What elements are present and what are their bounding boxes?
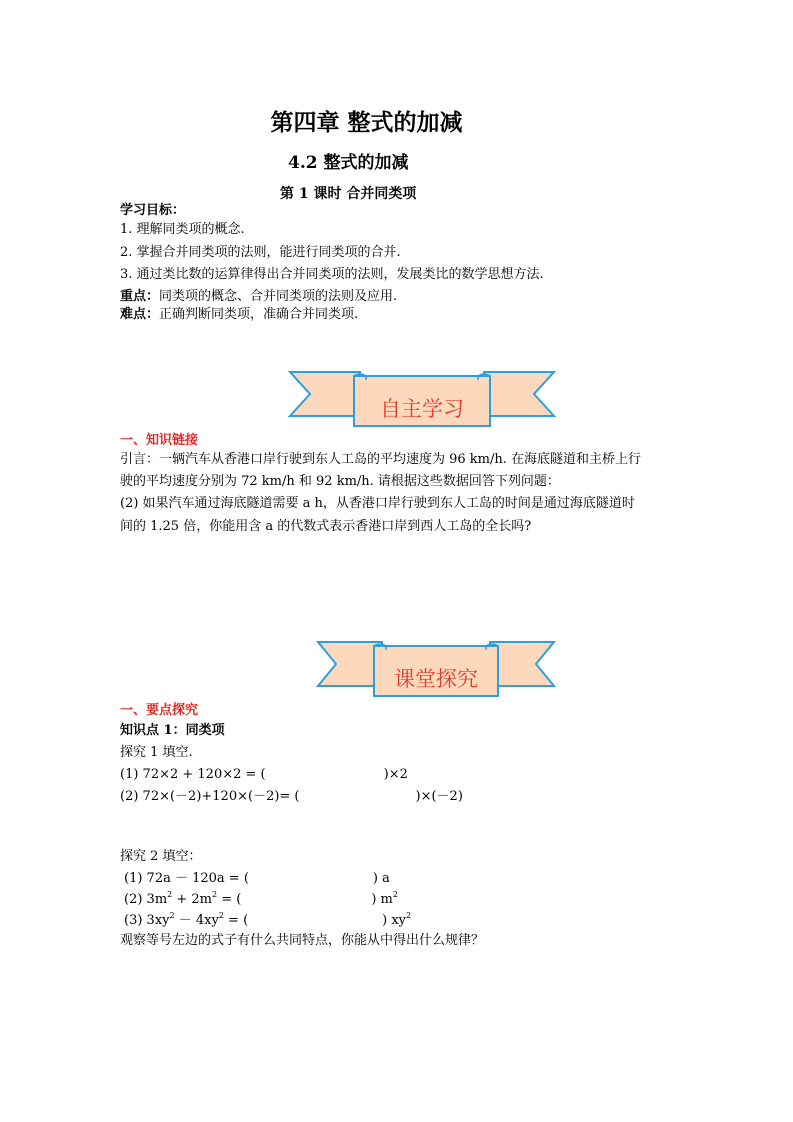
explore2-q2-part: = (: [217, 892, 242, 907]
part2-heading: 一、要点探究: [120, 703, 199, 718]
explore1-title: 探究 1 填空.: [120, 745, 193, 760]
exponent: 2: [406, 911, 412, 920]
explore2-q3-part: (3) 3xy: [124, 913, 170, 928]
explore2-q2-part: (2) 3m: [124, 892, 168, 907]
part1-line: (2) 如果汽车通过海底隧道需要 a h，从香港口岸行驶到东人工岛的时间是通过海底隧道时: [120, 496, 635, 511]
knowledge-point-title: 知识点 1：同类项: [120, 723, 225, 738]
objectives-heading: 学习目标：: [120, 203, 186, 218]
difficulty-text: 正确判断同类项，准确合并同类项.: [159, 307, 359, 322]
part1-line: 引言：一辆汽车从香港口岸行驶到东人工岛的平均速度为 96 km/h. 在海底隧道和主桥上行: [120, 452, 642, 467]
chapter-title: 第四章 整式的加减: [270, 109, 463, 136]
explore2-q3-part: － 4xy: [174, 913, 219, 928]
difficulty-label: 难点：: [120, 307, 160, 322]
explore2-q1-right: ) a: [372, 871, 390, 886]
explore2-q1-left: (1) 72a － 120a = (: [124, 871, 249, 886]
explore1-q1: [120, 766, 408, 784]
self-study-banner-label: 自主学习: [380, 397, 464, 421]
observation-question: 观察等号左边的式子有什么共同特点，你能从中得出什么规律？: [120, 933, 485, 948]
key-label: 重点：: [120, 289, 160, 304]
key-point: [120, 288, 397, 306]
explore2-q1: [124, 870, 390, 888]
explore2-q3-right: ) xy: [382, 913, 407, 928]
key-text: 同类项的概念、合并同类项的法则及应用.: [159, 289, 398, 304]
explore1-q1-left: (1) 72×2 + 120×2 = (: [120, 767, 266, 782]
explore2-q2-part: + 2m: [172, 892, 213, 907]
explore1-q2: [120, 788, 463, 806]
explore2-q2-right: ) m: [371, 892, 393, 907]
explore2-q3-part: = (: [223, 913, 249, 928]
exponent: 2: [167, 890, 173, 899]
objective-item: 3. 通过类比数的运算律得出合并同类项的法则，发展类比的数学思想方法.: [120, 267, 544, 282]
objective-item: 1. 理解同类项的概念.: [120, 222, 245, 237]
explore2-q2: [124, 891, 398, 909]
classroom-inquiry-banner-label: 课堂探究: [394, 667, 478, 691]
explore2-title: 探究 2 填空：: [120, 849, 202, 864]
part1-line: 驶的平均速度分别为 72 km/h 和 92 km/h. 请根据这些数据回答下列问题：: [120, 474, 560, 489]
part1-line: 间的 1.25 倍，你能用含 a 的代数式表示香港口岸到西人工岛的全长吗?: [120, 519, 532, 534]
part1-heading: 一、知识链接: [120, 433, 199, 448]
exponent: 2: [218, 911, 224, 920]
explore1-q2-left: (2) 72×(－2)+120×(－2)= (: [120, 789, 300, 804]
explore1-q2-right: )×(－2): [415, 789, 463, 804]
difficulty-point: [120, 306, 358, 324]
exponent: 2: [392, 890, 398, 899]
lesson-title: 第 1 课时 合并同类项: [280, 186, 417, 202]
exponent: 2: [169, 911, 175, 920]
section-title: 4.2 整式的加减: [288, 153, 409, 173]
objective-item: 2. 掌握合并同类项的法则，能进行同类项的合并.: [120, 245, 401, 260]
explore1-q1-right: )×2: [383, 767, 408, 782]
explore2-q3: [124, 912, 411, 930]
exponent: 2: [212, 890, 218, 899]
